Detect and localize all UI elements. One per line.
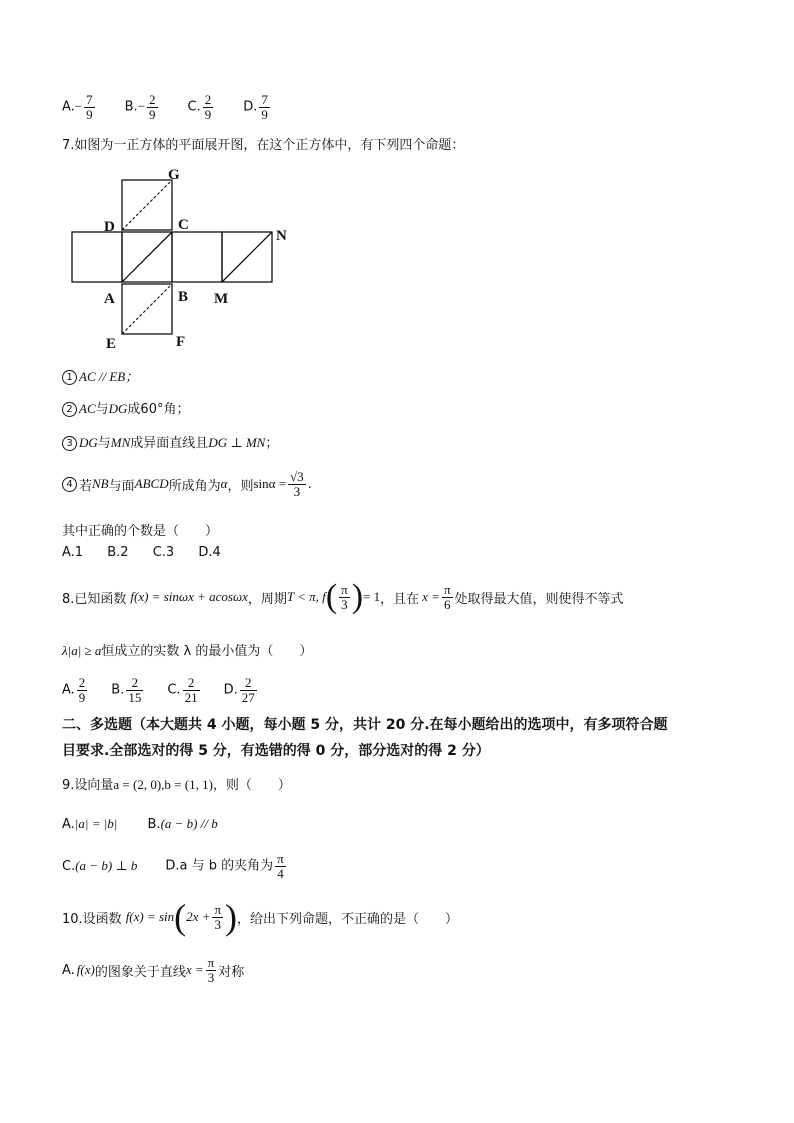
- section2-heading-line2: 目要求.全部选对的得 5 分，有选错的得 0 分，部分选对的得 2 分）: [62, 743, 490, 759]
- label-f: F: [176, 334, 186, 350]
- q8-option-a: A. $\frac{2}{9}$: [62, 674, 86, 705]
- q7-proposition-4: 4 若 NB 与面 ABCD 所成角为 α ，则 sinα = $\frac{√3}{3}$ .: [62, 462, 312, 506]
- q9-option-c: C.(a − b) ⊥ b: [62, 858, 138, 874]
- label-b: B: [178, 289, 189, 305]
- label-g: G: [168, 167, 180, 183]
- q9-option-a: A.|a| = |b|: [62, 816, 118, 832]
- section2-heading-line1: 二、多选题（本大题共 4 小题，每小题 5 分，共计 20 分.在每小题给出的选项中，有多项符合题: [62, 717, 668, 733]
- q8-options: [62, 670, 259, 710]
- q8-option-d: D. $\frac{2}{27}$: [223, 674, 255, 705]
- label-a: A: [104, 291, 115, 307]
- diagonal-mn: [222, 232, 272, 282]
- q9-options-row1: [62, 816, 218, 832]
- q9-option-b: B.(a − b) // b: [147, 816, 218, 832]
- q8-line1: 8.已知函数 f(x) = sinωx + acosωx ，周期 T < π, f ( $\frac{\pi}{3}$ ) = 1 ，且在 x = $\frac{\pi}{6}$ 处取得最大值，则使得不等式: [62, 578, 624, 615]
- label-e: E: [106, 336, 117, 352]
- label-d: D: [104, 219, 115, 235]
- q6-option-b: B.− $\frac{2}{9}$: [124, 91, 156, 122]
- q8-line2: λ|a| ≥ a恒成立的实数 λ 的最小值为（ ）: [62, 643, 313, 659]
- label-m: M: [214, 291, 229, 307]
- q7-option-c: C.3: [152, 545, 175, 560]
- net-square-left: [72, 232, 122, 282]
- q7-stem: 7.如图为一正方体的平面展开图，在这个正方体中，有下列四个命题：: [62, 138, 465, 153]
- q7-option-a: A.1: [62, 545, 84, 560]
- q9-stem: 9.设向量a = (2, 0),b = (1, 1)，则（ ）: [62, 777, 291, 793]
- q7-proposition-2: 2 AC与DG成60°角；: [62, 398, 189, 417]
- q6-option-c: C. $\frac{2}{9}$: [187, 91, 212, 122]
- cube-net-figure: [60, 162, 310, 352]
- diagonal-eb: [122, 284, 172, 334]
- diagonal-dg: [122, 180, 172, 230]
- q8-option-b: B. $\frac{2}{15}$: [111, 674, 142, 705]
- q7-proposition-1: 1 AC // EB；: [62, 366, 138, 385]
- net-square-right: [172, 232, 222, 282]
- q7-options: [62, 545, 221, 560]
- q7-question: 其中正确的个数是（ ）: [62, 524, 219, 539]
- q7-option-d: D.4: [198, 545, 221, 560]
- q7-option-b: B.2: [107, 545, 129, 560]
- q6-option-a: A.− $\frac{7}{9}$: [62, 91, 93, 122]
- q7-proposition-3: 3 DG与MN成异面直线且DG ⊥ MN；: [62, 432, 278, 451]
- q10-option-a: A. f(x) 的图象关于直线 x = $\frac{\pi}{3}$ 对称: [62, 954, 245, 985]
- q6-options: [62, 88, 272, 126]
- diagonal-ac: [122, 232, 172, 282]
- q10-stem: 10.设函数 f(x) = sin ( 2x + $\frac{\pi}{3}$ ) ，给出下列命题，不正确的是（ ）: [62, 897, 459, 937]
- q9-options-row2: [62, 846, 288, 886]
- label-c: C: [178, 217, 189, 233]
- q6-option-d: D. $\frac{7}{9}$: [243, 91, 268, 122]
- q8-option-c: C. $\frac{2}{21}$: [167, 674, 198, 705]
- q9-option-d: D.a 与 b 的夹角为 $\frac{\pi}{4}$: [165, 850, 284, 881]
- label-n: N: [276, 228, 287, 244]
